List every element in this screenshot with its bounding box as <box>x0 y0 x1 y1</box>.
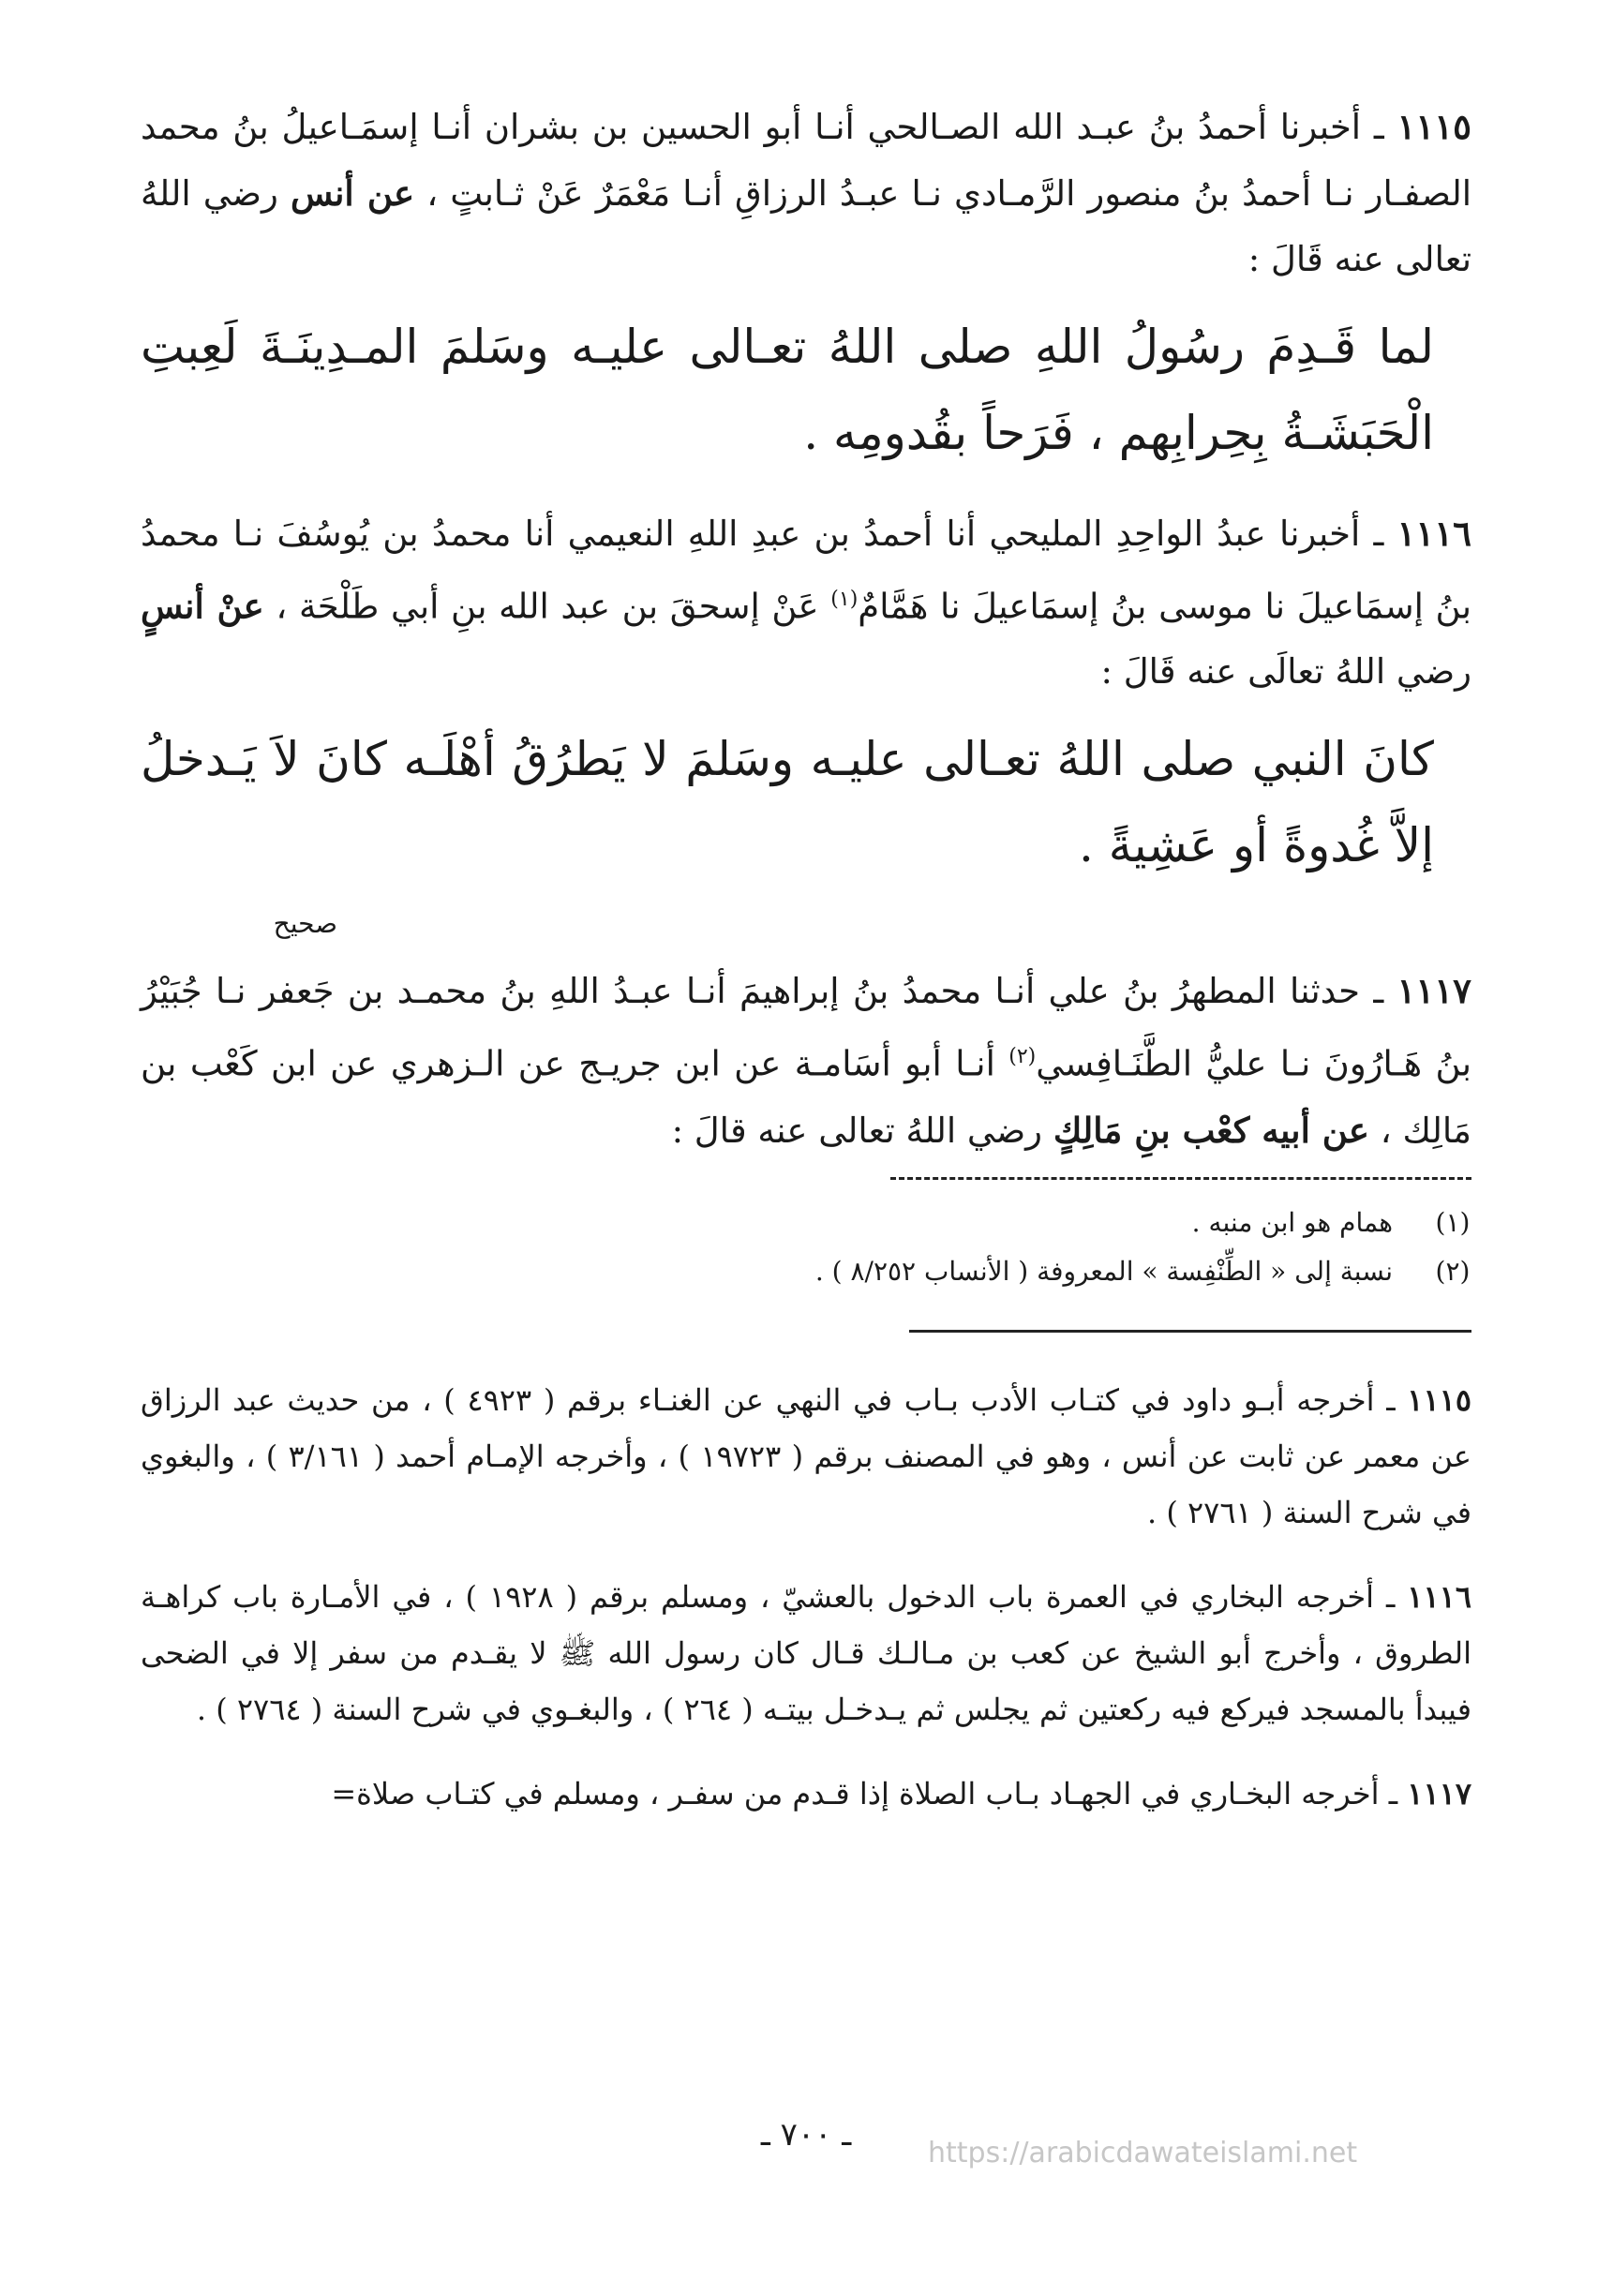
watermark-url: https://arabicdawateislami.net <box>928 2137 1358 2169</box>
hadith-number: ١١١٥ <box>1396 106 1471 147</box>
takhrij-note <box>141 1569 1471 1737</box>
hadith-1116-matn: كانَ النبي صلى اللهُ تعـالى عليـه وسَلمَ لا يَطرُقُ أهْلَـه كانَ لاَ يَـدخلُ إلاَّ غُدوةً أو عَشِيةً . <box>141 732 1434 873</box>
narrator: عنْ أنسٍ <box>141 585 264 627</box>
isnad-text: رضي اللهُ تعالَى عنه قَالَ : <box>1100 651 1471 693</box>
isnad-text: أنـا أبو أسَامـة عن ابن جريـج عن الـزهري عن ابن كَعْب بن مَالِك ، <box>141 1043 1471 1151</box>
hadith-1115-isnad <box>141 94 1471 292</box>
hadith-1116-isnad <box>141 500 1471 705</box>
footnote-text: نسبة إلى « الطِّنْفِسة » المعروفة ( الأنساب ٨/٢٥٢ ) . <box>814 1255 1393 1287</box>
footnote-number: (٢) <box>1435 1255 1471 1287</box>
footnote <box>141 1247 1471 1296</box>
takhrij-separator <box>909 1330 1471 1333</box>
takhrij-number: ١١١٧ <box>1407 1775 1471 1811</box>
narrator: عن أبيه كعْب بنِ مَالِكٍ <box>1053 1109 1369 1151</box>
footnote-number: (١) <box>1435 1206 1471 1238</box>
isnad-text: عَنْ إسحقَ بن عبد الله بنِ أبي طَلْحَة ، <box>263 586 831 627</box>
hadith-number: ١١١٦ <box>1396 513 1471 554</box>
hadith-1115-matn: لما قَـدِمَ رسُولُ اللهِ صلى اللهُ تعـالى عليـه وسَلمَ المـدِينَـةَ لَعِبتِ الْحَبَشَـةُ بِحِرابِهم ، فَرَحاً بقُدومِه . <box>141 320 1434 460</box>
narrator: عن أنس <box>290 172 415 214</box>
isnad-text: ـ حدثنا المطهرُ بنُ علي أنـا محمدُ بنُ إبراهيمَ أنـا عبـدُ اللهِ بنُ محمـد بن جَعفر نـا جُبَيْرُ بنُ هَـارُونَ نـا عليُّ الطَّنَـافِسي <box>141 971 1471 1084</box>
footnote-ref: (١) <box>830 588 859 611</box>
hadith-1117-isnad <box>141 958 1471 1163</box>
takhrij-text: ـ أخرجه أبـو داود في كتـاب الأدب بـاب في النهي عن الغنـاء برقم ( ٤٩٢٣ ) ، من حديث عبد الرزاق عن معمر عن ثابت عن أنس ، وهو في المصنف برقم ( ١٩٧٢٣ ) ، وأخرجه الإمـام أحمد ( ٣/١٦١ ) ، والبغوي في شرح السنة ( ٢٧٦١ ) . <box>141 1381 1472 1530</box>
page-number: ـ ٧٠٠ ـ <box>760 2116 852 2154</box>
hadith-number: ١١١٧ <box>1396 970 1471 1012</box>
takhrij-text: ـ أخرجه البخاري في العمرة باب الدخول بالعشيّ ، ومسلم برقم ( ١٩٢٨ ) ، في الأمـارة باب كراهـة الطروق ، وأخرج أبو الشيخ عن كعب بن مـالـك قـال كان رسول الله ﷺ لا يقـدم من سفر إلا في الضحى فيبدأ بالمسجد فيركع فيه ركعتين ثم يجلس ثم يـدخـل بيتـه ( ٢٦٤ ) ، والبغـوي في شرح السنة ( ٢٧٦٤ ) . <box>141 1578 1471 1727</box>
takhrij-number: ١١١٦ <box>1407 1578 1472 1615</box>
footnote-ref: (٢) <box>1008 1045 1037 1069</box>
takhrij-note <box>141 1372 1471 1541</box>
isnad-text: رضي اللهُ تعالى عنه قَالَ : <box>141 173 1471 279</box>
book-page <box>141 94 1471 2249</box>
takhrij-note <box>141 1766 1471 1822</box>
footnote <box>141 1199 1471 1247</box>
isnad-text: ـ أخبرنا عبدُ الواحِدِ المليحي أنا أحمدُ بن عبدِ اللهِ النعيمي أنا محمدُ بن يُوسُفَ نـا محمدُ بنُ إسمَاعيلَ نا موسى بنُ إسمَاعيلَ نا هَمَّامٌ <box>141 514 1471 627</box>
footnote-separator <box>890 1177 1471 1180</box>
isnad-text: رضي اللهُ تعالى عنه قالَ : <box>671 1110 1053 1151</box>
takhrij-text: ـ أخرجه البخـاري في الجهـاد بـاب الصلاة إذا قـدم من سفـر ، ومسلم في كتـاب صلاة= <box>331 1775 1408 1811</box>
footnote-text: همام هو ابن منبه . <box>1191 1206 1393 1238</box>
hadith-grade: صحيح <box>273 908 337 940</box>
isnad-text: ـ أخبرنا أحمدُ بنُ عبـد الله الصـالحي أنـا أبو الحسين بن بشران أنـا إسمَـاعيلُ بنُ محمد الصفـار نـا أحمدُ بنُ منصور الرَّمـادي نـا عبـدُ الرزاقِ أنـا مَعْمَرٌ عَنْ ثـابتٍ ، <box>141 107 1471 214</box>
takhrij-number: ١١١٥ <box>1407 1381 1472 1418</box>
